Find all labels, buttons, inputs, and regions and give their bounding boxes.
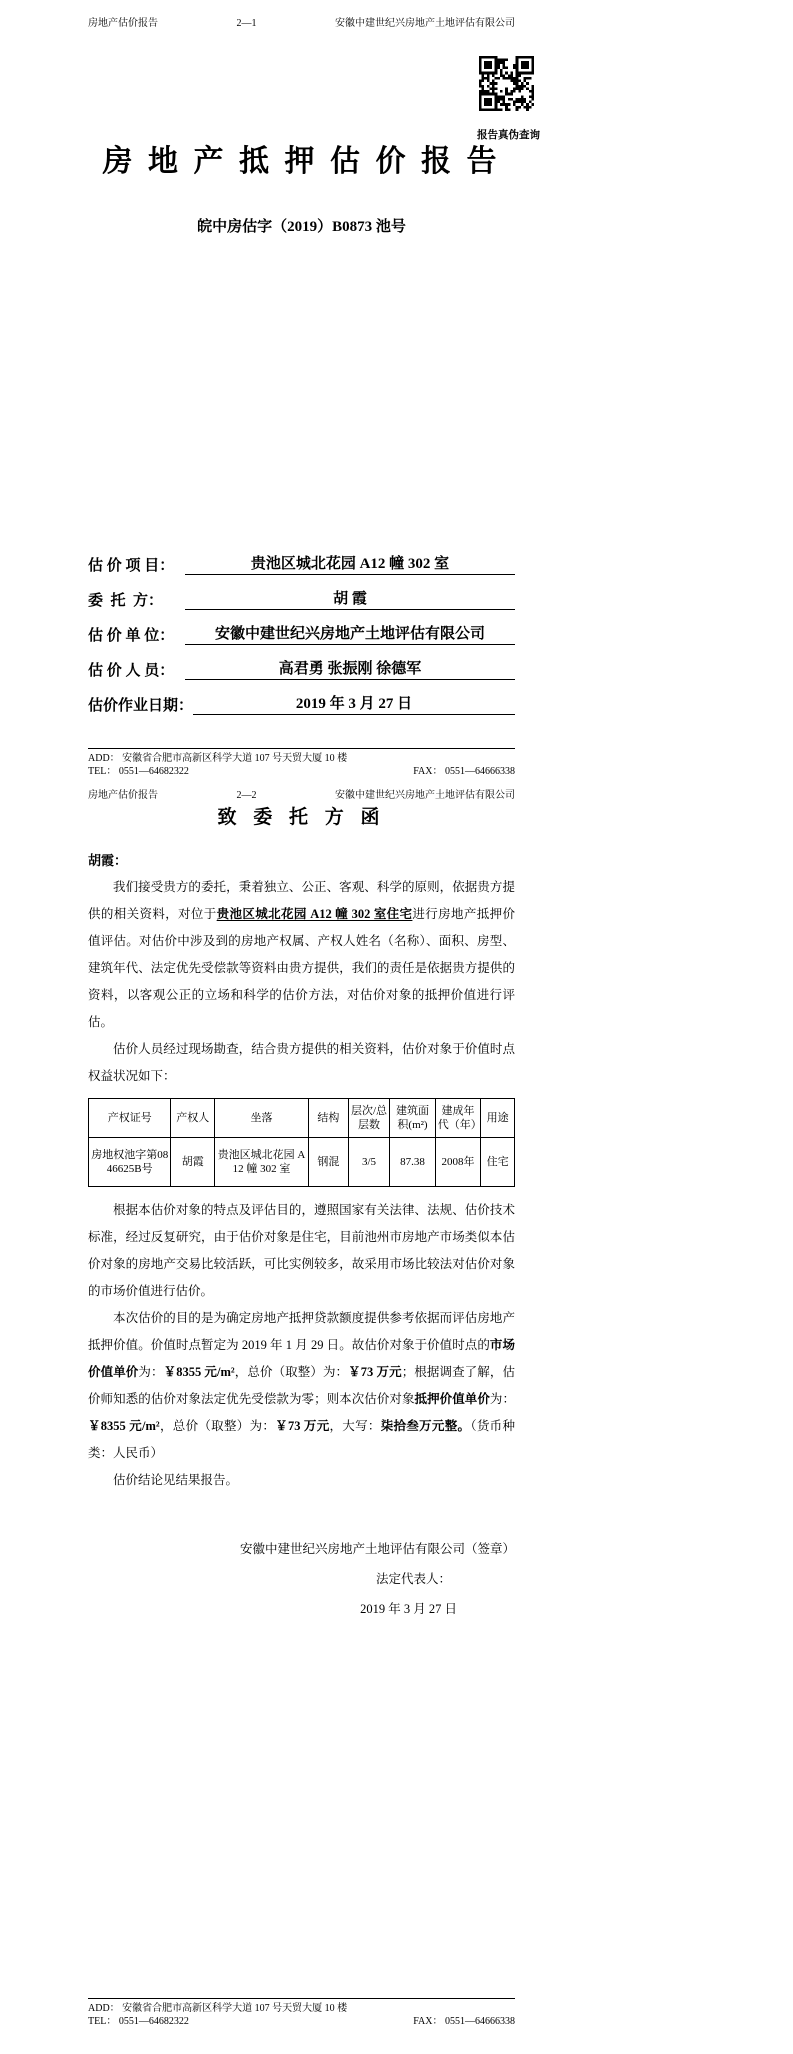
letter-title: 致 委 托 方 函: [217, 807, 386, 828]
paragraphs-after-table: [88, 1197, 515, 1494]
qr-code: [479, 56, 534, 111]
page2-footer: [88, 1998, 515, 2028]
title-field-row: [88, 645, 515, 680]
table-cell: 3/5: [348, 1138, 390, 1187]
text-segment: ，总价（取整）为：: [234, 1365, 349, 1379]
page2-running-header: [88, 786, 515, 801]
field-value: 贵池区城北花园 A12 幢 302 室: [185, 552, 515, 575]
salutation: 胡霞：: [88, 853, 128, 868]
report-title: 房 地 产 抵 押 估 价 报 告: [102, 145, 501, 178]
table-header-cell: 产权人: [171, 1099, 215, 1138]
title-field-row: [88, 680, 515, 715]
body-paragraph: [88, 1467, 515, 1494]
closing-date: 2019 年 3 月 27 日: [360, 1602, 457, 1616]
table-row: [89, 1138, 515, 1187]
field-label: 估 价 人 员：: [88, 663, 175, 679]
text-segment: ，大写：: [329, 1419, 381, 1433]
text-segment: 进行房地产抵押价值评估。对估价中涉及到的房地产权属、产权人姓名（名称）、面积、房型、建筑年代、法定优先受偿款等资料由贵方提供，我们的责任是依据贵方提供的资料，以客观公正的立场和科学的估价方法，对估价对象的抵押价值进行评估。: [88, 907, 515, 1029]
text-segment: ；根据调查了解，估价师知悉的估价对象法定优先受偿款为零；则本次估价对象: [88, 1365, 515, 1406]
field-value: 胡 霞: [185, 587, 515, 610]
field-value: 安徽中建世纪兴房地产土地评估有限公司: [185, 622, 515, 645]
footer-tel: TEL： 0551—64682322: [88, 2016, 189, 2027]
body-paragraph: [88, 1036, 515, 1090]
text-segment: 估价结论见结果报告。: [113, 1473, 239, 1487]
table-header-row: [89, 1099, 515, 1138]
text-segment: 估价人员经过现场勘查，结合贵方提供的相关资料，估价对象于价值时点权益状况如下：: [88, 1042, 515, 1083]
page1-running-header: [88, 14, 515, 29]
title-fields: [88, 540, 515, 715]
letter-body: [88, 802, 515, 1624]
field-label: 估 价 项 目：: [88, 558, 175, 574]
text-segment: 为：: [489, 1392, 515, 1406]
footer-address: ADD： 安徽省合肥市高新区科学大道 107 号天贸大厦 10 楼: [88, 753, 348, 764]
closing-block: [88, 1534, 515, 1624]
text-segment: 市场价值单价: [88, 1338, 515, 1379]
text-segment: ，总价（取整）为：: [159, 1419, 276, 1433]
table-header-cell: 坐落: [214, 1099, 308, 1138]
text-segment: ￥8355 元/m²: [163, 1365, 235, 1379]
footer-fax: FAX： 0551—64666338: [413, 766, 515, 777]
qr-caption: 报告真伪查询: [477, 130, 540, 141]
field-value: 2019 年 3 月 27 日: [193, 692, 515, 715]
property-table: [88, 1098, 515, 1187]
table-cell: 贵池区城北花园 A12 幢 302 室: [214, 1138, 308, 1187]
closing-company: 安徽中建世纪兴房地产土地评估有限公司（签章）: [239, 1542, 515, 1556]
text-segment: 根据本估价对象的特点及评估目的，遵照国家有关法律、法规、估价技术标准，经过反复研究，由于估价对象是住宅，目前池州市房地产市场类似本估价对象的房地产交易比较活跃，可比实例较多，故采用市场比较法对估价对象的市场价值进行估价。: [88, 1203, 515, 1298]
table-cell: 钢混: [309, 1138, 349, 1187]
text-segment: ￥73 万元: [348, 1365, 402, 1379]
running-header-company: 安徽中建世纪兴房地产土地评估有限公司: [335, 790, 515, 801]
title-field-row: [88, 610, 515, 645]
field-label: 估 价 单 位：: [88, 628, 175, 644]
footer-address: ADD： 安徽省合肥市高新区科学大道 107 号天贸大厦 10 楼: [88, 2003, 348, 2014]
page-number: 2—1: [236, 18, 257, 29]
running-header-doc-title: 房地产估价报告: [88, 790, 158, 801]
table-header-cell: 产权证号: [89, 1099, 171, 1138]
table-cell: 2008年: [435, 1138, 480, 1187]
text-segment: ￥8355 元/m²: [88, 1419, 160, 1433]
table-cell: 房地权池字第0846625B号: [89, 1138, 171, 1187]
body-paragraph: [88, 1197, 515, 1305]
text-segment: （货币种类：人民币）: [88, 1419, 515, 1460]
page1-footer: [88, 748, 515, 778]
page-number: 2—2: [236, 790, 257, 801]
field-label: 委 托 方：: [88, 593, 164, 609]
closing-legal-rep: 法定代表人：: [375, 1572, 451, 1586]
text-segment: ￥73 万元: [275, 1419, 330, 1433]
table-header-cell: 层次/总层数: [348, 1099, 390, 1138]
table-cell: 87.38: [390, 1138, 435, 1187]
table-cell: 胡霞: [171, 1138, 215, 1187]
running-header-doc-title: 房地产估价报告: [88, 18, 158, 29]
title-field-row: [88, 575, 515, 610]
body-paragraph: [88, 1305, 515, 1467]
running-header-company: 安徽中建世纪兴房地产土地评估有限公司: [335, 18, 515, 29]
table-cell: 住宅: [481, 1138, 515, 1187]
paragraphs-before-table: [88, 874, 515, 1090]
footer-fax: FAX： 0551—64666338: [413, 2016, 515, 2027]
text-segment: 抵押价值单价: [414, 1392, 490, 1406]
field-value: 高君勇 张振刚 徐德军: [185, 657, 515, 680]
report-number: 皖中房估字（2019）B0873 池号: [197, 219, 406, 235]
title-field-row: [88, 540, 515, 575]
table-header-cell: 用途: [481, 1099, 515, 1138]
body-paragraph: [88, 874, 515, 1036]
text-segment: 柒拾叁万元整。: [380, 1419, 471, 1433]
field-label: 估价作业日期：: [88, 698, 194, 714]
table-header-cell: 建筑面积(m²): [390, 1099, 435, 1138]
table-header-cell: 结构: [309, 1099, 349, 1138]
text-segment: 贵池区城北花园 A12 幢 302 室住宅: [216, 907, 413, 921]
text-segment: 本次估价的目的是为确定房地产抵押贷款额度提供参考依据而评估房地产抵押价值。价值时点暂定为 2019 年 1 月 29 日。故估价对象于价值时点的: [88, 1311, 515, 1352]
footer-tel: TEL： 0551—64682322: [88, 766, 189, 777]
table-header-cell: 建成年代（年）: [435, 1099, 480, 1138]
text-segment: 为：: [138, 1365, 164, 1379]
qr-block: [477, 56, 540, 142]
text-segment: 我们接受贵方的委托，秉着独立、公正、客观、科学的原则，依据贵方提供的相关资料，对位于: [88, 880, 515, 921]
